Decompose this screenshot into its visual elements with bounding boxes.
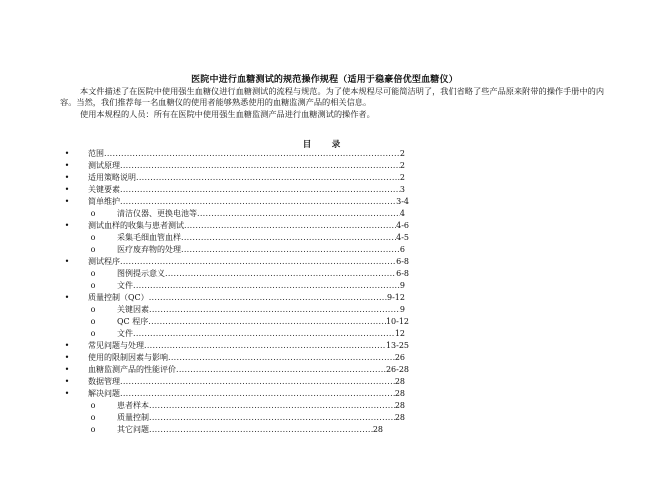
toc-entry-title: 适用策略说明 (88, 173, 136, 182)
toc-page-number: 9 (399, 281, 405, 290)
toc-page-number: 28 (394, 401, 405, 410)
toc-entry[interactable] (88, 364, 409, 375)
bullet-icon: • (64, 365, 70, 374)
toc-entry-title: 文件 (117, 329, 133, 338)
toc-entry[interactable] (88, 256, 409, 267)
scope-paragraph (60, 109, 605, 120)
toc-page-number: 28 (394, 413, 405, 422)
toc-entry-title: 范围 (88, 149, 104, 158)
bullet-icon: • (64, 293, 70, 302)
sub-bullet-icon: o (90, 209, 96, 218)
sub-bullet-icon: o (90, 281, 96, 290)
toc-entry-title: 血糖监测产品的性能评价 (88, 365, 176, 374)
sub-bullet-icon: o (90, 245, 96, 254)
dot-leader (197, 208, 400, 219)
dot-leader (104, 148, 400, 159)
toc-entry-title: 常见问题与处理 (88, 341, 144, 350)
toc-entry[interactable] (88, 352, 405, 363)
toc-page-number: 3-4 (396, 197, 409, 206)
dot-leader (136, 172, 400, 183)
toc-entry[interactable] (117, 328, 405, 339)
intro-text: 本文件描述了在医院中使用强生血糖仪进行血糖测试的流程与规范。为了使本规程尽可能简洁明了，我们省略了些产品原来附带的操作手册中的内容。当然，我们推荐每一名血糖仪的使用者能够熟悉使用的血糖监测产品的相关信息。 (60, 86, 605, 107)
intro-paragraph (60, 86, 605, 108)
dot-leader (120, 184, 400, 195)
bullet-icon: • (64, 377, 70, 386)
dot-leader (120, 160, 400, 171)
toc-page-number: 6-8 (396, 269, 409, 278)
bullet-icon: • (64, 389, 70, 398)
toc-entry[interactable] (117, 244, 405, 255)
bullet-icon: • (64, 221, 70, 230)
toc-entry[interactable] (117, 400, 405, 411)
toc-page-number: 28 (372, 425, 383, 434)
toc-entry-title: 数据管理 (88, 377, 120, 386)
sub-bullet-icon: o (90, 269, 96, 278)
toc-page-number: 4-6 (396, 221, 409, 230)
toc-page-number: 6 (399, 245, 405, 254)
toc-entry-title: 关键要素 (88, 185, 120, 194)
dot-leader (149, 400, 395, 411)
toc-entry-title: 其它问题 (117, 425, 149, 434)
toc-entry[interactable] (117, 232, 409, 243)
toc-page-number: 6-8 (396, 257, 409, 266)
toc-entry[interactable] (88, 184, 405, 195)
dot-leader (176, 364, 386, 375)
dot-leader (181, 244, 400, 255)
sub-bullet-icon: o (90, 413, 96, 422)
toc-page-number: 26-28 (385, 365, 409, 374)
toc-entry-title: 采集毛细血管血样 (117, 233, 181, 242)
toc-entry[interactable] (88, 196, 409, 207)
toc-entry[interactable] (88, 376, 405, 387)
toc-page-number: 2 (399, 173, 405, 182)
dot-leader (149, 412, 395, 423)
sub-bullet-icon: o (90, 305, 96, 314)
toc-entry-title: 关键因素 (117, 305, 149, 314)
dot-leader (165, 268, 396, 279)
toc-entry-title: 解决问题 (88, 389, 120, 398)
toc-page-number: 13-25 (385, 341, 409, 350)
toc-entry[interactable] (117, 268, 409, 279)
toc-entry-title: 患者样本 (117, 401, 149, 410)
toc-entry[interactable] (117, 208, 405, 219)
toc-page-number: 28 (394, 377, 405, 386)
toc-entry-title: 文件 (117, 281, 133, 290)
toc-entry[interactable] (88, 160, 405, 171)
toc-entry-title: QC 程序 (117, 317, 149, 326)
dot-leader (184, 220, 396, 231)
bullet-icon: • (64, 197, 70, 206)
toc-entry-title: 质量控制 (117, 413, 149, 422)
toc-entry-title: 清洁仪器、更换电池等 (117, 209, 197, 218)
sub-bullet-icon: o (90, 425, 96, 434)
toc-page-number: 10-12 (385, 317, 409, 326)
bullet-icon: • (64, 149, 70, 158)
toc-entry[interactable] (117, 280, 405, 291)
bullet-icon: • (64, 353, 70, 362)
toc-page-number: 26 (394, 353, 405, 362)
document-title: 医院中进行血糖测试的规范操作规程（适用于稳豪倍优型血糖仪） (191, 75, 458, 85)
dot-leader (120, 256, 396, 267)
dot-leader (168, 352, 395, 363)
toc-page-number: 2 (399, 149, 405, 158)
dot-leader (120, 196, 396, 207)
toc-page-number: 12 (394, 329, 405, 338)
sub-bullet-icon: o (90, 401, 96, 410)
dot-leader (149, 424, 373, 435)
toc-page-number: 3 (399, 185, 405, 194)
toc-entry-title: 图例提示意义 (117, 269, 165, 278)
toc-entry-title: 测试血样的收集与患者测试 (88, 221, 184, 230)
toc-page-number: 2 (399, 161, 405, 170)
toc-entry-title: 测试原理 (88, 161, 120, 170)
dot-leader (144, 340, 386, 351)
toc-entry[interactable] (88, 388, 405, 399)
toc-entry[interactable] (88, 148, 405, 159)
toc-entry[interactable] (88, 172, 405, 183)
toc-page-number: 9-12 (387, 293, 405, 302)
toc-entry-title: 医疗废弃物的处理 (117, 245, 181, 254)
toc-entry[interactable] (117, 316, 409, 327)
sub-bullet-icon: o (90, 317, 96, 326)
toc-entry[interactable] (117, 412, 405, 423)
toc-page-number: 4 (399, 209, 405, 218)
dot-leader (133, 280, 400, 291)
sub-bullet-icon: o (90, 233, 96, 242)
dot-leader (148, 316, 386, 327)
toc-page-number: 4-5 (396, 233, 409, 242)
toc-entry[interactable] (117, 304, 405, 315)
bullet-icon: • (64, 173, 70, 182)
sub-bullet-icon: o (90, 329, 96, 338)
bullet-icon: • (64, 161, 70, 170)
toc-entry-title: 质量控制（QC） (88, 293, 149, 302)
toc-entry[interactable] (88, 220, 409, 231)
dot-leader (133, 328, 395, 339)
toc-entry[interactable] (88, 340, 409, 351)
bullet-icon: • (64, 341, 70, 350)
toc-entry[interactable] (88, 292, 405, 303)
dot-leader (149, 304, 400, 315)
bullet-icon: • (64, 257, 70, 266)
toc-entry-title: 使用的限制因素与影响 (88, 353, 168, 362)
dot-leader (181, 232, 396, 243)
scope-text: 使用本规程的人员：所有在医院中使用强生血糖监测产品进行血糖测试的操作者。 (80, 109, 375, 119)
dot-leader (120, 376, 395, 387)
dot-leader (149, 292, 387, 303)
toc-entry-title: 简单维护 (88, 197, 120, 206)
toc-page-number: 9 (399, 305, 405, 314)
toc-heading: 目 录 (302, 140, 347, 150)
bullet-icon: • (64, 185, 70, 194)
toc-entry-title: 测试程序 (88, 257, 120, 266)
toc-page-number: 28 (394, 389, 405, 398)
toc-entry[interactable] (117, 424, 383, 435)
dot-leader (120, 388, 395, 399)
